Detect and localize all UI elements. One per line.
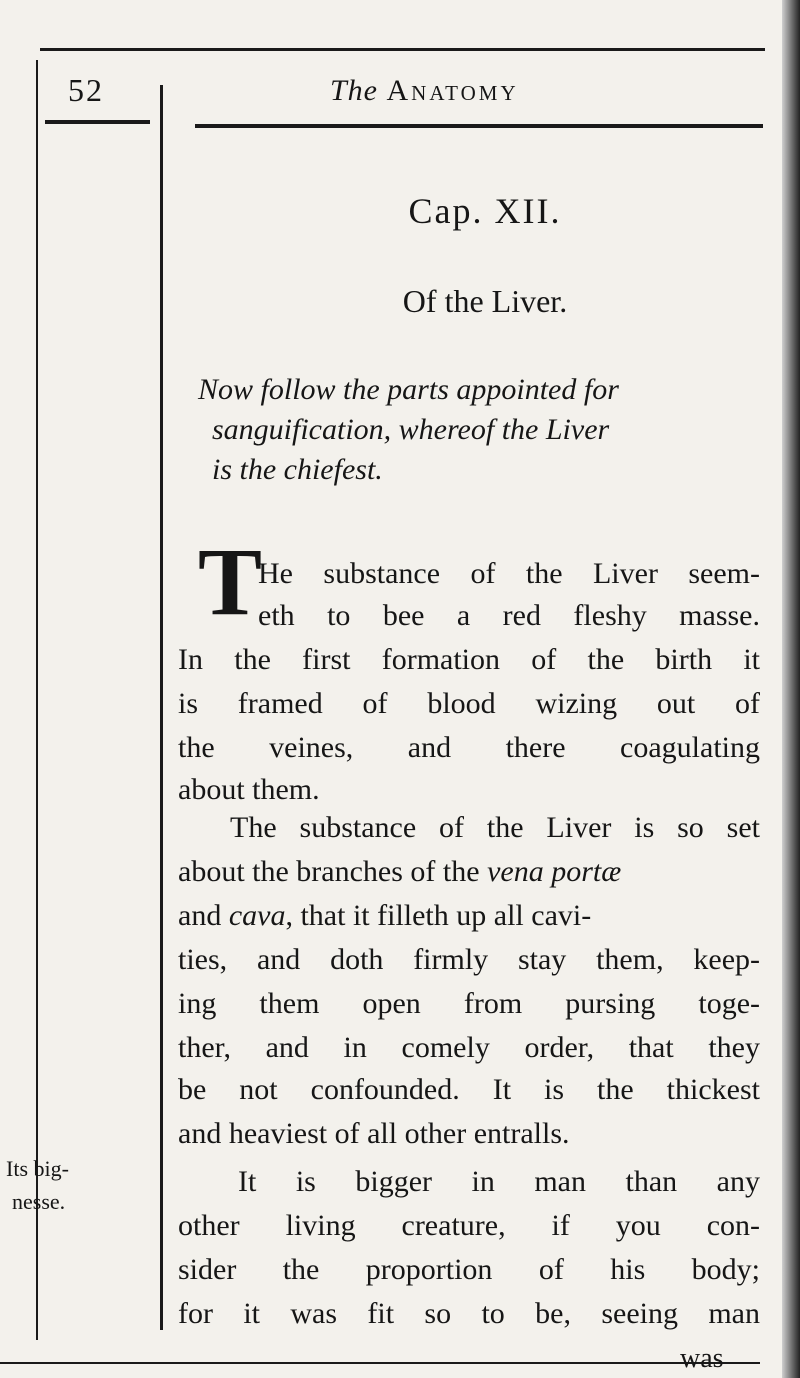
text-segment: and bbox=[178, 899, 229, 932]
text-line: It is bigger in man than any bbox=[238, 1165, 760, 1198]
text-line: The substance of the Liver is so set bbox=[230, 811, 760, 844]
text-line: about them. bbox=[178, 773, 320, 806]
catchword: was bbox=[680, 1343, 724, 1374]
summary-line: is the chiefest. bbox=[212, 453, 383, 486]
text-line: ties, and doth firmly stay them, keep- bbox=[178, 943, 760, 976]
left-frame-rule bbox=[36, 60, 38, 1340]
running-head-title: Anatomy bbox=[386, 74, 519, 107]
margin-divider-rule bbox=[160, 85, 163, 1330]
text-line: ing them open from pursing toge- bbox=[178, 987, 760, 1020]
margin-note-line: nesse. bbox=[12, 1189, 66, 1214]
text-line: the veines, and there coagulating bbox=[178, 731, 760, 764]
running-head bbox=[330, 74, 519, 108]
text-line bbox=[178, 850, 760, 894]
chapter-number: Cap. XII. bbox=[408, 191, 562, 231]
text-line: ther, and in comely order, that they bbox=[178, 1031, 760, 1064]
latin-term: cava bbox=[228, 899, 286, 932]
text-segment: , that it filleth up all cavi- bbox=[285, 899, 592, 932]
text-line: In the first formation of the birth it bbox=[178, 643, 760, 676]
header-rule-right bbox=[195, 124, 763, 128]
summary-line: sanguification, whereof the Liver bbox=[212, 413, 610, 446]
text-segment: about the branches of the bbox=[178, 855, 488, 888]
chapter-summary bbox=[198, 370, 760, 490]
header-rule-left bbox=[45, 120, 150, 124]
top-frame-rule bbox=[40, 48, 765, 51]
drop-capital: T bbox=[198, 528, 263, 635]
running-head-article: The bbox=[330, 74, 378, 107]
text-line: is framed of blood wizing out of bbox=[178, 687, 760, 720]
text-line bbox=[178, 894, 760, 938]
text-line: for it was fit so to be, seeing man bbox=[178, 1297, 760, 1330]
bottom-frame-rule bbox=[0, 1362, 760, 1364]
text-line: eth to bee a red fleshy masse. bbox=[258, 599, 760, 632]
text-line: and heaviest of all other entralls. bbox=[178, 1117, 570, 1150]
text-line: be not confounded. It is the thickest bbox=[178, 1073, 760, 1106]
text-line: He substance of the Liver seem- bbox=[258, 557, 760, 590]
margin-note bbox=[6, 1152, 69, 1218]
summary-line: Now follow the parts appointed for bbox=[198, 373, 619, 406]
text-line: other living creature, if you con- bbox=[178, 1209, 760, 1242]
page-number: 52 bbox=[68, 72, 104, 108]
margin-note-line: Its big- bbox=[6, 1156, 69, 1181]
latin-term: vena portæ bbox=[487, 855, 622, 888]
chapter-title: Of the Liver. bbox=[402, 283, 568, 319]
text-line: sider the proportion of his body; bbox=[178, 1253, 760, 1286]
